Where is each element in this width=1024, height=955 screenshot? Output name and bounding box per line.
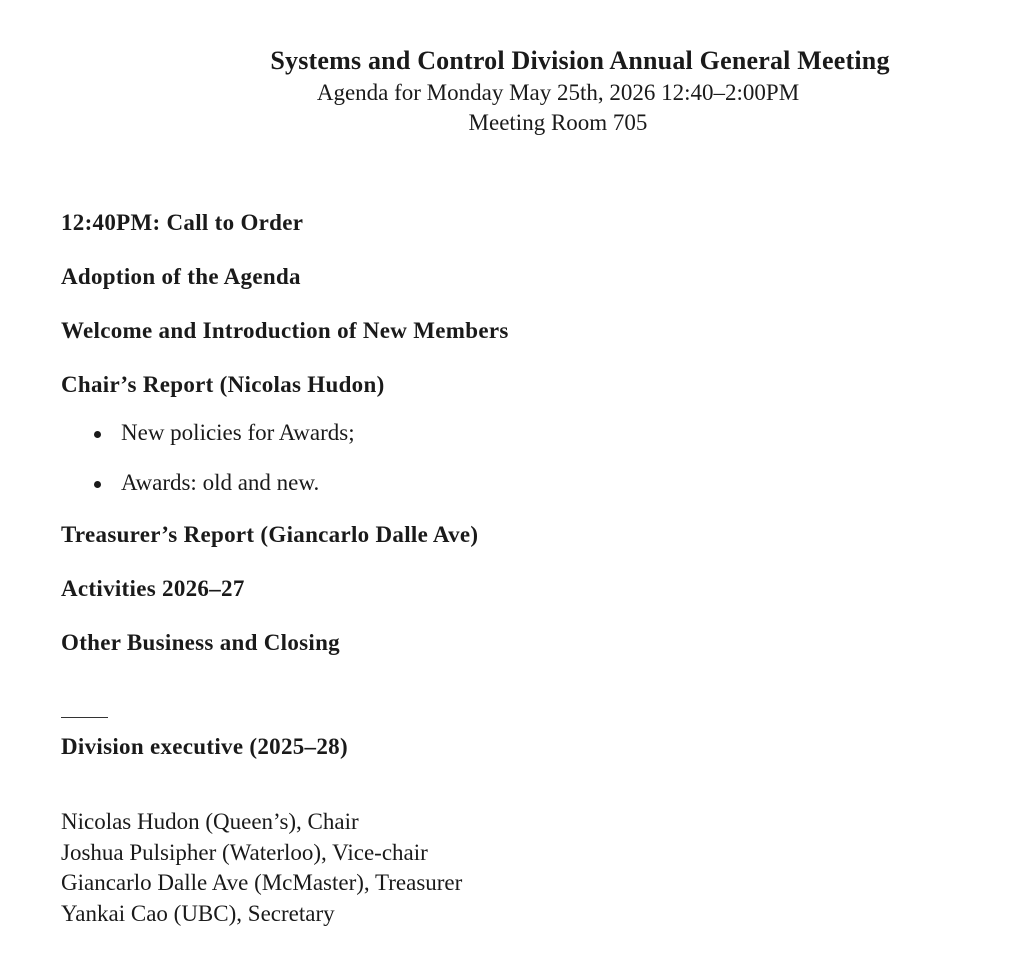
executive-member-treasurer: Giancarlo Dalle Ave (McMaster), Treasurer xyxy=(61,870,463,895)
bullet-text: New policies for Awards; xyxy=(121,420,355,445)
agenda-date-line: Agenda for Monday May 25th, 2026 12:40–2:00PM xyxy=(316,80,800,105)
agenda-item-call-to-order: 12:40PM: Call to Order xyxy=(61,210,304,235)
agenda-item-welcome: Welcome and Introduction of New Members xyxy=(61,318,509,343)
list-item xyxy=(61,418,961,448)
chair-report-bullets xyxy=(61,418,961,498)
executive-member-chair: Nicolas Hudon (Queen’s), Chair xyxy=(61,809,359,834)
agenda-item-adoption: Adoption of the Agenda xyxy=(61,264,301,289)
section-divider xyxy=(61,717,108,718)
executive-heading: Division executive (2025–28) xyxy=(61,734,348,759)
list-item xyxy=(61,468,961,498)
bullet-icon xyxy=(94,431,101,438)
executive-member-vice-chair: Joshua Pulsipher (Waterloo), Vice-chair xyxy=(61,839,428,865)
agenda-item-chair-report: Chair’s Report (Nicolas Hudon) xyxy=(61,372,385,397)
agenda-item-activities: Activities 2026–27 xyxy=(61,576,245,601)
executive-members xyxy=(61,807,462,929)
executive-member-secretary: Yankai Cao (UBC), Secretary xyxy=(61,900,335,926)
meeting-room-line: Meeting Room 705 xyxy=(468,110,648,135)
agenda-item-closing: Other Business and Closing xyxy=(61,630,340,655)
agenda-item-treasurer-report: Treasurer’s Report (Giancarlo Dalle Ave) xyxy=(61,522,479,547)
agenda-list xyxy=(61,208,961,682)
meeting-title: Systems and Control Division Annual General Meeting xyxy=(270,46,890,75)
bullet-icon xyxy=(94,481,101,488)
bullet-text: Awards: old and new. xyxy=(121,470,320,495)
document-header xyxy=(218,44,942,138)
